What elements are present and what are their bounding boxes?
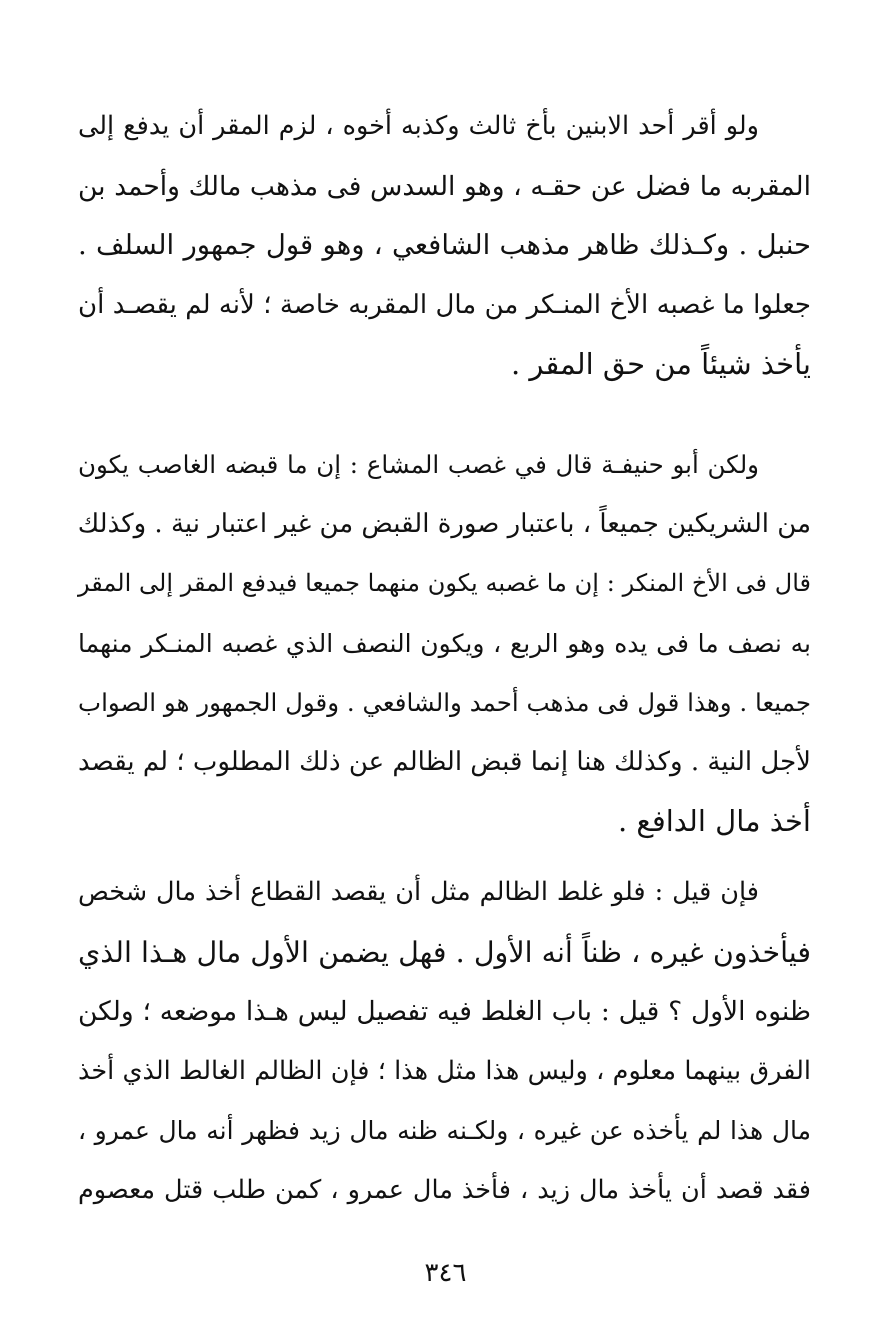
text-line: ولكن أبو حنيفـة قال في غصب المشاع : إن ما قبضه الغاصب يكون <box>78 450 759 479</box>
text-line: أخذ مال الدافع . <box>618 804 811 838</box>
paragraph-3 <box>78 863 811 1220</box>
text-line: حنبل . وكـذلك ظاهر مذهب الشافعي ، وهو قول جمهور السلف . <box>78 229 811 261</box>
text-line: المقربه ما فضل عن حقـه ، وهو السدس فى مذهب مالك وأحمد بن <box>78 170 811 202</box>
text-line: يأخذ شيئاً من حق المقر . <box>510 347 811 381</box>
text-line: ظنوه الأول ؟ قيل : باب الغلط فيه تفصيل ليس هـذا موضعه ؛ ولكن <box>78 996 811 1027</box>
text-line: فقد قصد أن يأخذ مال زيد ، فأخذ مال عمرو ، كمن طلب قتل معصوم <box>78 1174 811 1205</box>
text-line: فإن قيل : فلو غلط الظالم مثل أن يقصد القطاع أخذ مال شخص <box>78 877 759 907</box>
page-number: ٣٤٦ <box>424 1258 467 1288</box>
text-line: مال هذا لم يأخذه عن غيره ، ولكـنه ظنه مال زيد فظهر أنه مال عمرو ، <box>78 1116 811 1145</box>
paragraph-1 <box>78 97 811 395</box>
text-line: قال فى الأخ المنكر : إن ما غصبه يكون منهما جميعا فيدفع المقر إلى المقر <box>78 569 811 597</box>
text-line: جعلوا ما غصبه الأخ المنـكر من مال المقربه خاصة ؛ لأنه لم يقصـد أن <box>78 289 811 320</box>
text-line: ولو أقر أحد الابنين بأخ ثالث وكذبه أخوه ، لزم المقر أن يدفع إلى <box>78 111 759 141</box>
paragraph-2 <box>78 435 811 852</box>
text-line: به نصف ما فى يده وهو الربع ، ويكون النصف الذي غصبه المنـكر منهما <box>78 628 811 658</box>
text-line: من الشريكين جميعاً ، باعتبار صورة القبض من غير اعتبار نية . وكذلك <box>77 508 811 539</box>
text-line: الفرق بينهما معلوم ، وليس هذا مثل هذا ؛ فإن الظالم الغالط الذي أخذ <box>78 1055 811 1086</box>
text-line: لأجل النية . وكذلك هنا إنما قبض الظالم عن ذلك المطلوب ؛ لم يقصد <box>78 746 811 777</box>
text-line: فيأخذون غيره ، ظناً أنه الأول . فهل يضمن الأول مال هـذا الذي <box>78 935 811 969</box>
text-line: جميعا . وهذا قول فى مذهب أحمد والشافعي . وقول الجمهور هو الصواب <box>78 688 811 717</box>
